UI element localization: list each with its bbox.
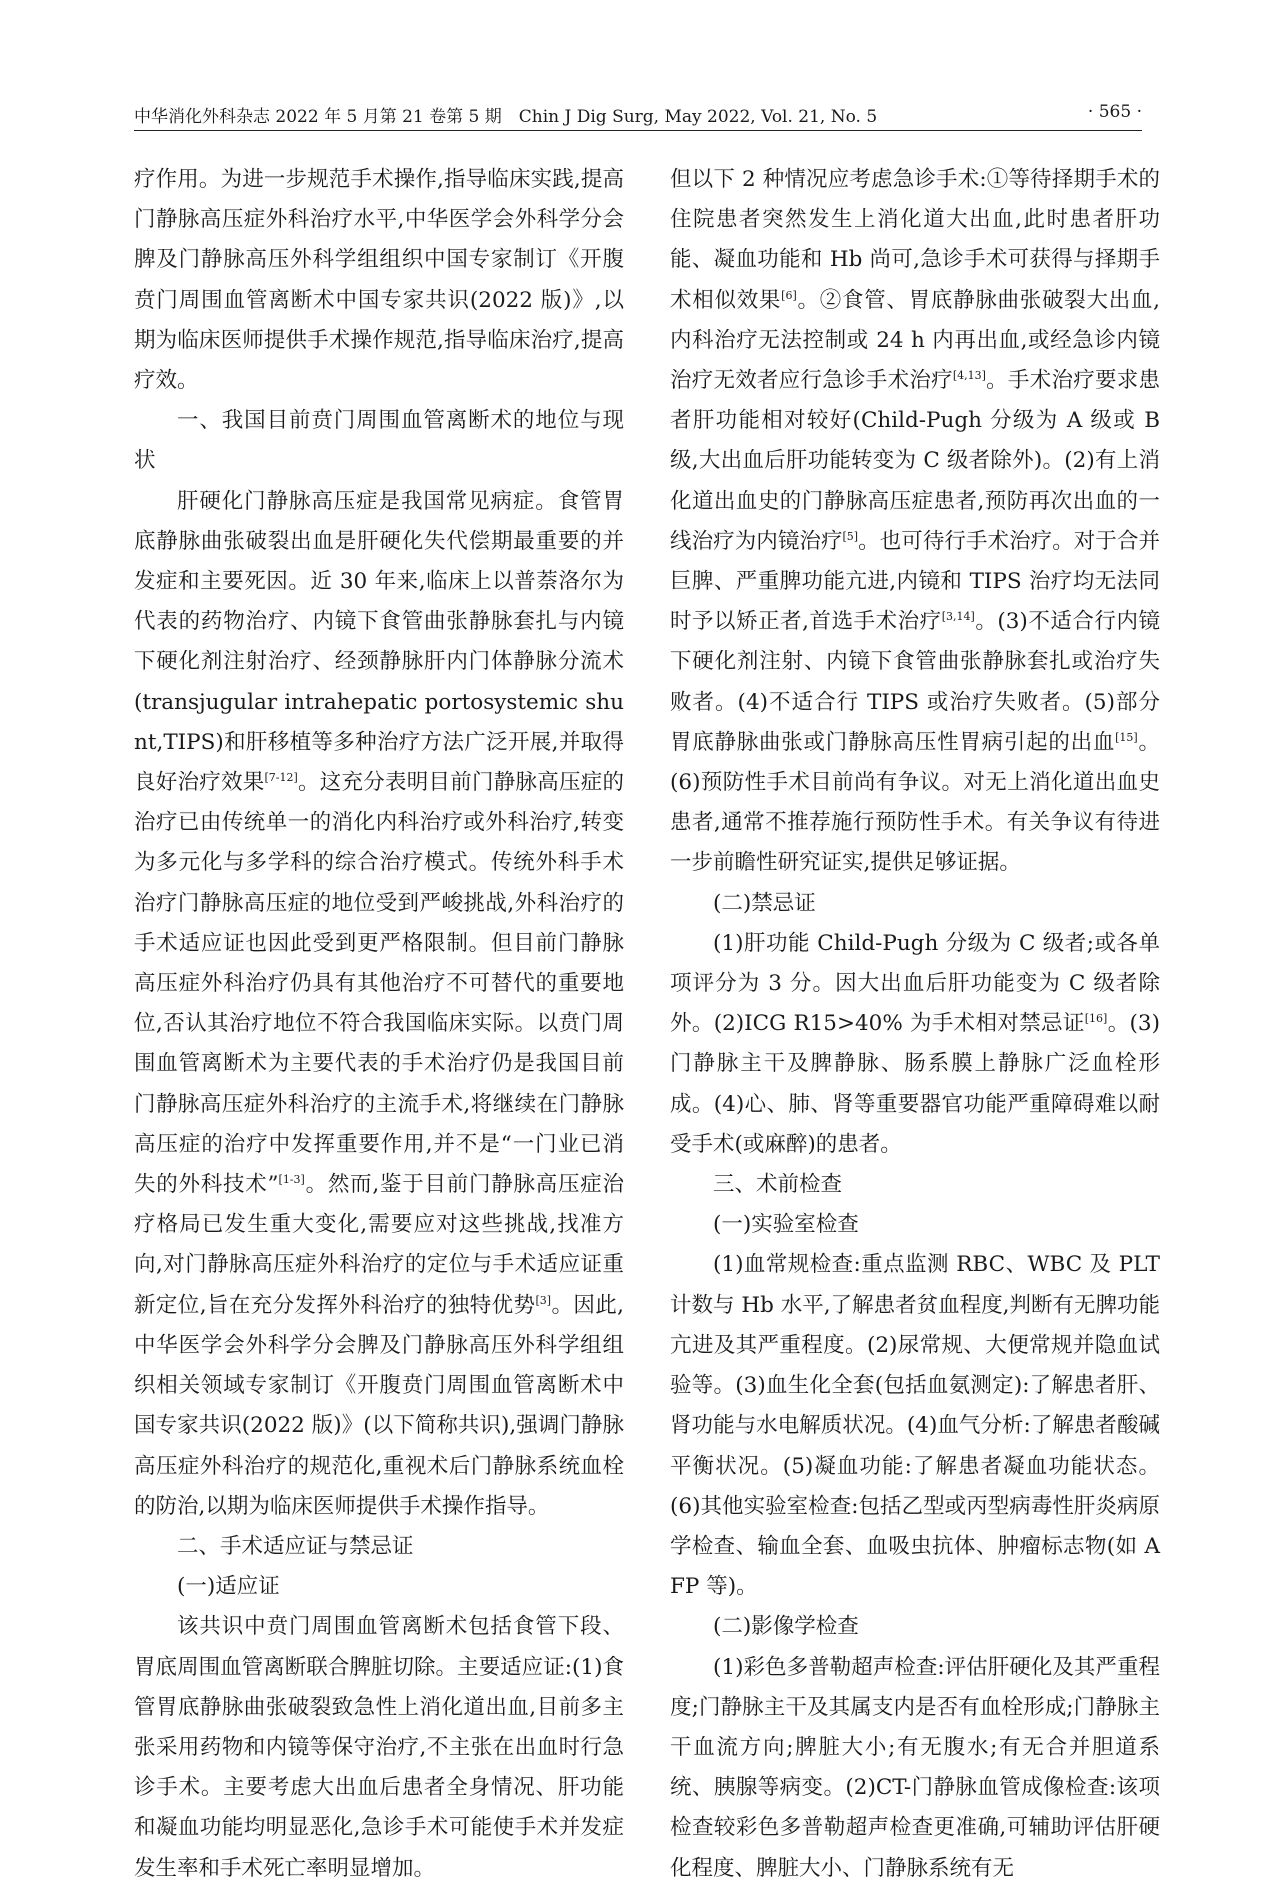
paragraph — [670, 1205, 1160, 1245]
paragraph — [670, 1245, 1160, 1607]
paragraph — [670, 884, 1160, 924]
paragraph-text: 疗作用。为进一步规范手术操作,指导临床实践,提高门静脉高压症外科治疗水平,中华医学会外科学分会脾及门静脉高压外科学组组织中国专家制订《开腹贲门周围血管离断术中国专家共识(2022 版)》,以期为临床医师提供手术操作规范,指导临床治疗,提高疗效。 — [134, 167, 624, 394]
paragraph-text: 三、术前检查 — [713, 1172, 843, 1198]
paragraph-text: 。(3)不适合行内镜下硬化剂注射、内镜下食管曲张静脉套扎或治疗失败者。(4)不适合行 TIPS 或治疗失败者。(5)部分胃底静脉曲张或门静脉高压性胃病引起的出血 — [670, 609, 1160, 755]
paragraph — [670, 1607, 1160, 1647]
left-column — [134, 160, 624, 1889]
citation-ref: [1-3] — [278, 1172, 305, 1186]
journal-citation: 中华消化外科杂志 2022 年 5 月第 21 卷第 5 期 Chin J Dig Surg, May 2022, Vol. 21, No. 5 — [134, 107, 878, 127]
paragraph-text: (1)肝功能 Child-Pugh 分级为 C 级者;或各单项评分为 3 分。因大出血后肝功能变为 C 级者除外。(2)ICG R15>40% 为手术相对禁忌证 — [670, 930, 1160, 1037]
paragraph-text: (二)禁忌证 — [713, 890, 816, 916]
paragraph-text: 。也可待行手术治疗。对于合并巨脾、严重脾功能亢进,内镜和 TIPS 治疗均无法同时予以矫正者,首选手术治疗 — [670, 528, 1160, 635]
paragraph-text: 二、手术适应证与禁忌证 — [177, 1533, 414, 1559]
paragraph — [134, 401, 624, 481]
paragraph-text: 。②食管、胃底静脉曲张破裂大出血,内科治疗无法控制或 24 h 内再出血,或经急诊内镜治疗无效者应行急诊手术治疗 — [670, 287, 1160, 394]
paragraph — [134, 1527, 624, 1567]
paragraph-text: (1)彩色多普勒超声检查:评估肝硬化及其严重程度;门静脉主干及其属支内是否有血栓形成;门静脉主干血流方向;脾脏大小;有无腹水;有无合并胆道系统、胰腺等病变。(2)CT-门静脉血管成像检查:该项检查较彩色多普勒超声检查更准确,可辅助评估肝硬化程度、脾脏大小、门静脉系统有无 — [670, 1654, 1160, 1881]
paragraph-text: 。(6)预防性手术目前尚有争议。对无上消化道出血史患者,通常不推荐施行预防性手术。有关争议有待进一步前瞻性研究证实,提供足够证据。 — [670, 729, 1160, 876]
citation-ref: [3,14] — [941, 610, 975, 624]
paragraph — [670, 924, 1160, 1165]
citation-ref: [15] — [1115, 730, 1138, 744]
paragraph-text: 。(3)门静脉主干及脾静脉、肠系膜上静脉广泛血栓形成。(4)心、肺、肾等重要器官功能严重障碍难以耐受手术(或麻醉)的患者。 — [670, 1011, 1160, 1157]
paragraph-text: 肝硬化门静脉高压症是我国常见病症。食管胃底静脉曲张破裂出血是肝硬化失代偿期最重要的并发症和主要死因。近 30 年来,临床上以普萘洛尔为代表的药物治疗、内镜下食管曲张静脉套扎与内镜下硬化剂注射治疗、经颈静脉肝内门体静脉分流术(transjugular intrahepatic portosystemic shunt,TIPS)和肝移植等多种治疗方法广泛开展,并取得良好治疗效果 — [134, 488, 624, 796]
citation-ref: [16] — [1084, 1012, 1108, 1026]
paragraph-text: (一)适应证 — [177, 1574, 280, 1600]
paragraph-text: (一)实验室检查 — [713, 1212, 859, 1238]
paragraph-text: 但以下 2 种情况应考虑急诊手术:①等待择期手术的住院患者突然发生上消化道大出血,此时患者肝功能、凝血功能和 Hb 尚可,急诊手术可获得与择期手术相似效果 — [670, 167, 1160, 313]
citation-ref: [6] — [781, 288, 797, 302]
paragraph-text: 。手术治疗要求患者肝功能相对较好(Child-Pugh 分级为 A 级或 B 级,大出血后肝功能转变为 C 级者除外)。(2)有上消化道出血史的门静脉高压症患者,预防再次出血的一线治疗为内镜治疗 — [670, 368, 1160, 554]
paragraph-text: 。这充分表明目前门静脉高压症的治疗已由传统单一的消化内科治疗或外科治疗,转变为多元化与多学科的综合治疗模式。传统外科手术治疗门静脉高压症的地位受到严峻挑战,外科治疗的手术适应证也因此受到更严格限制。但目前门静脉高压症外科治疗仍具有其他治疗不可替代的重要地位,否认其治疗地位不符合我国临床实际。以贲门周围血管离断术为主要代表的手术治疗仍是我国目前门静脉高压症外科治疗的主流手术,将继续在门静脉高压症的治疗中发挥重要作用,并不是“一门业已消失的外科技术” — [134, 770, 624, 1198]
page-number: · 565 · — [1087, 102, 1142, 122]
paragraph — [134, 1607, 624, 1888]
citation-ref: [7-12] — [264, 770, 298, 784]
right-column — [670, 160, 1160, 1889]
paragraph-text: 。因此,中华医学会外科学分会脾及门静脉高压外科学组组织相关领域专家制订《开腹贲门周围血管离断术中国专家共识(2022 版)》(以下简称共识),强调门静脉高压症外科治疗的规范化,重视术后门静脉系统血栓的防治,以期为临床医师提供手术操作指导。 — [134, 1292, 624, 1519]
paragraph-text: (二)影像学检查 — [713, 1614, 859, 1640]
paragraph — [670, 1165, 1160, 1205]
citation-ref: [5] — [842, 529, 859, 543]
paragraph-text: 该共识中贲门周围血管离断术包括食管下段、胃底周围血管离断联合脾脏切除。主要适应证:(1)食管胃底静脉曲张破裂致急性上消化道出血,目前多主张采用药物和内镜等保守治疗,不主张在出血时行急诊手术。主要考虑大出血后患者全身情况、肝功能和凝血功能均明显恶化,急诊手术可能使手术并发症发生率和手术死亡率明显增加。 — [134, 1614, 624, 1881]
running-header — [134, 100, 1142, 131]
paragraph — [670, 1648, 1160, 1889]
paragraph — [670, 160, 1160, 884]
citation-ref: [4,13] — [952, 368, 986, 382]
paragraph-text: 。然而,鉴于目前门静脉高压症治疗格局已发生重大变化,需要应对这些挑战,找准方向,对门静脉高压症外科治疗的定位与手术适应证重新定位,旨在充分发挥外科治疗的独特优势 — [134, 1172, 624, 1318]
paragraph-text: (1)血常规检查:重点监测 RBC、WBC 及 PLT 计数与 Hb 水平,了解患者贫血程度,判断有无脾功能亢进及其严重程度。(2)尿常规、大便常规并隐血试验等。(3)血生化全套(包括血氨测定):了解患者肝、肾功能与水电解质状况。(4)血气分析:了解患者酸碱平衡状况。(5)凝血功能:了解患者凝血功能状态。(6)其他实验室检查:包括乙型或丙型病毒性肝炎病原学检查、输血全套、血吸虫抗体、肿瘤标志物(如 AFP 等)。 — [670, 1252, 1160, 1600]
paragraph-text: 一、我国目前贲门周围血管离断术的地位与现状 — [134, 408, 624, 474]
paragraph — [134, 482, 624, 1527]
paragraph — [134, 160, 624, 401]
paragraph — [134, 1567, 624, 1607]
citation-ref: [3] — [535, 1293, 552, 1307]
